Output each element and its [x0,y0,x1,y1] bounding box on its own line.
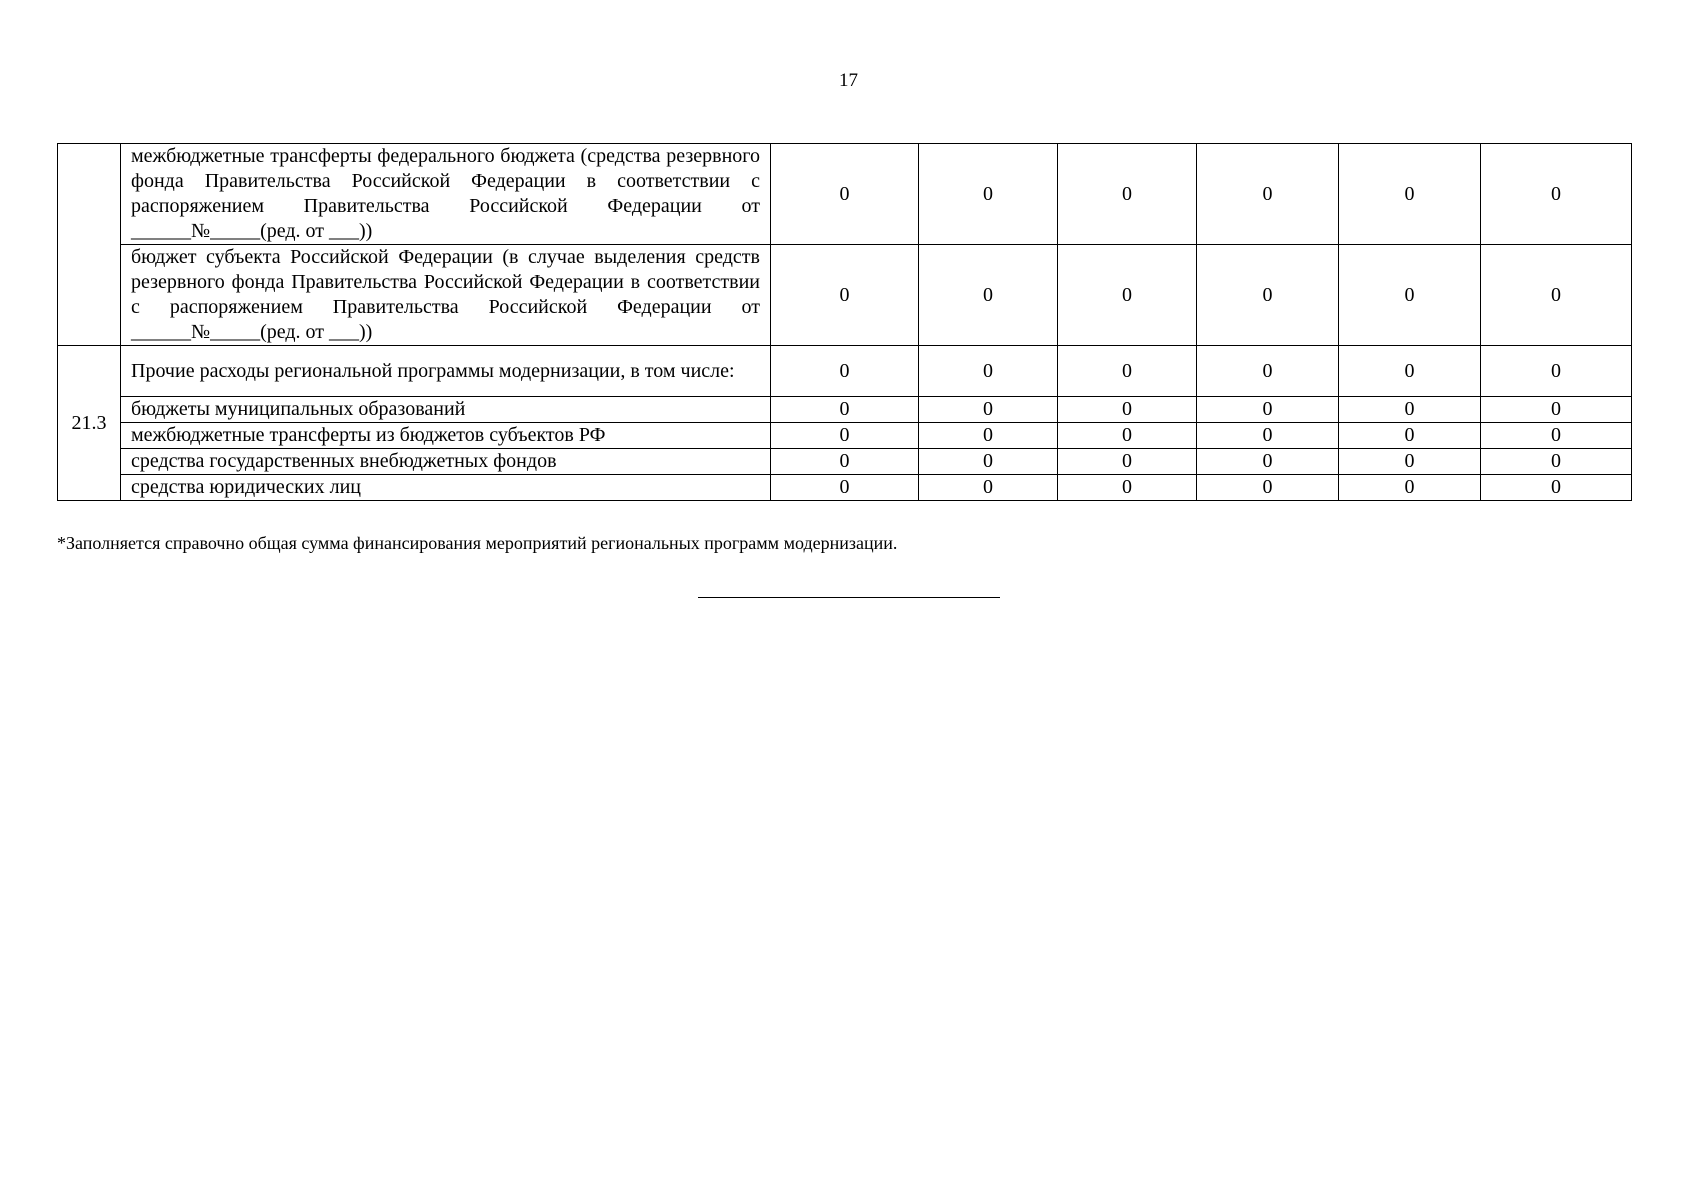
row-description: средства государственных внебюджетных фондов [121,449,771,475]
row-description: межбюджетные трансферты из бюджетов субъектов РФ [121,423,771,449]
value-cell: 0 [1058,346,1197,397]
value-cell: 0 [771,144,919,245]
value-cell: 0 [1339,346,1481,397]
value-cell: 0 [1481,475,1632,501]
row-description: бюджет субъекта Российской Федерации (в случае выделения средств резервного фонда Правительства Российской Федерации в соответствии с распоряжением Правительства Российской Федерации от ______№_____(ред. от ___)) [121,245,771,346]
row-code-cell: 21.3 [58,346,121,501]
footnote: *Заполняется справочно общая сумма финансирования мероприятий региональных программ модернизации. [57,533,898,553]
value-cell: 0 [1197,475,1339,501]
financing-table [57,143,1632,501]
page-number: 17 [839,70,858,91]
value-cell: 0 [1058,144,1197,245]
value-cell: 0 [771,449,919,475]
row-description: средства юридических лиц [121,475,771,501]
table-row [58,475,1632,501]
value-cell: 0 [1058,423,1197,449]
value-cell: 0 [1197,144,1339,245]
value-cell: 0 [1481,449,1632,475]
value-cell: 0 [1339,475,1481,501]
row-description: Прочие расходы региональной программы модернизации, в том числе: [121,346,771,397]
value-cell: 0 [771,245,919,346]
value-cell: 0 [1197,397,1339,423]
value-cell: 0 [771,423,919,449]
value-cell: 0 [771,397,919,423]
value-cell: 0 [1058,245,1197,346]
value-cell: 0 [1481,346,1632,397]
value-cell: 0 [1339,449,1481,475]
table-row [58,245,1632,346]
value-cell: 0 [1339,397,1481,423]
value-cell: 0 [1058,475,1197,501]
row-code-cell [58,144,121,346]
value-cell: 0 [919,475,1058,501]
table-row [58,423,1632,449]
end-rule [698,597,1000,598]
table-row [58,346,1632,397]
value-cell: 0 [919,449,1058,475]
value-cell: 0 [919,397,1058,423]
table-row [58,397,1632,423]
value-cell: 0 [1481,397,1632,423]
value-cell: 0 [771,346,919,397]
value-cell: 0 [1339,144,1481,245]
value-cell: 0 [919,423,1058,449]
table-row [58,144,1632,245]
value-cell: 0 [919,245,1058,346]
row-description: межбюджетные трансферты федерального бюджета (средства резервного фонда Правительства Российской Федерации в соответствии с распоряжением Правительства Российской Федерации от ______№_____(ред. от ___)) [121,144,771,245]
value-cell: 0 [919,346,1058,397]
table-row [58,449,1632,475]
value-cell: 0 [1481,423,1632,449]
value-cell: 0 [919,144,1058,245]
value-cell: 0 [1339,423,1481,449]
value-cell: 0 [1197,423,1339,449]
value-cell: 0 [1197,449,1339,475]
value-cell: 0 [1481,144,1632,245]
value-cell: 0 [1197,245,1339,346]
value-cell: 0 [1058,397,1197,423]
value-cell: 0 [1481,245,1632,346]
row-description: бюджеты муниципальных образований [121,397,771,423]
value-cell: 0 [771,475,919,501]
value-cell: 0 [1197,346,1339,397]
value-cell: 0 [1058,449,1197,475]
value-cell: 0 [1339,245,1481,346]
